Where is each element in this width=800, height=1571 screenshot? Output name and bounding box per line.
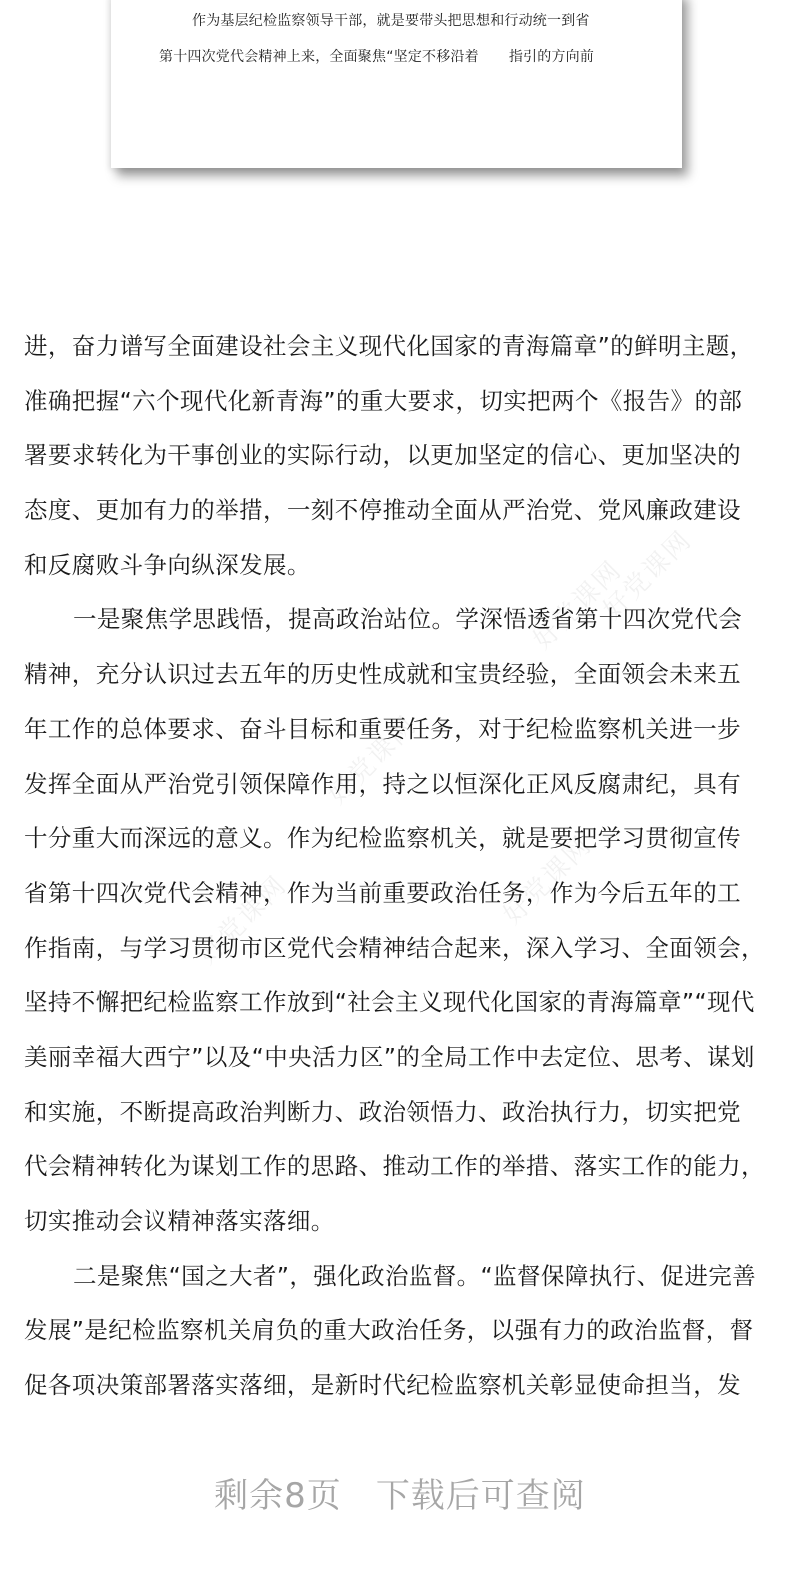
watermark: 好党课网: [497, 830, 598, 931]
remaining-pages-prompt[interactable]: [0, 1468, 800, 1517]
card-text-segment: 第十四次党代会精神上来，全面聚焦“坚定不移沿着: [159, 49, 479, 65]
paragraph-line: 省第十四次党代会精神，作为当前重要政治任务，作为今后五年的工: [24, 878, 741, 907]
paragraph-line: 进，奋力谱写全面建设社会主义现代化国家的青海篇章”的鲜明主题，: [24, 332, 754, 360]
card-text-line: 作为基层纪检监察领导干部，就是要带头把思想和行动统一到省: [192, 13, 590, 29]
document-body: [24, 326, 784, 1420]
paragraph-line: 促各项决策部署落实落细，是新时代纪检监察机关彰显使命担当，发: [24, 1371, 741, 1400]
paragraph-line: 态度、更加有力的举措，一刻不停推动全面从严治党、党风廉政建设: [24, 496, 741, 525]
paragraph-line: 二是聚焦“国之大者”，强化政治监督。“监督保障执行、促进完善: [73, 1261, 757, 1290]
watermark: 好党课网: [322, 710, 423, 811]
paragraph-line: 准确把握“六个现代化新青海”的重大要求，切实把两个《报告》的部: [24, 386, 743, 415]
watermark: 好党课网: [597, 525, 698, 626]
paragraph-line: 十分重大而深远的意义。作为纪检监察机关，就是要把学习贯彻宣传: [24, 824, 741, 853]
watermark: 好党课网: [192, 870, 293, 971]
paragraph-line: 署要求转化为干事创业的实际行动，以更加坚定的信心、更加坚决的: [24, 441, 741, 470]
paragraph-line: 一是聚焦学思践悟，提高政治站位。学深悟透省第十四次党代会: [73, 605, 743, 634]
card-text-line: [159, 46, 594, 66]
paragraph-line: 精神，充分认识过去五年的历史性成就和宝贵经验，全面领会未来五: [24, 660, 741, 689]
paragraph-line: 切实推动会议精神落实落细。: [24, 1207, 335, 1235]
watermark: 好党课网: [527, 555, 628, 656]
card-text-segment: 指引的方向前: [508, 49, 595, 65]
remaining-pages-count[interactable]: 剩余8页: [214, 1476, 342, 1516]
paragraph-line: 和实施，不断提高政治判断力、政治领悟力、政治执行力，切实把党: [24, 1097, 741, 1126]
paragraph-line: 坚持不懈把纪检监察工作放到“社会主义现代化国家的青海篇章”“现代: [24, 988, 755, 1017]
page-preview-card: [111, 0, 682, 168]
paragraph-line: 发展”是纪检监察机关肩负的重大政治任务，以强有力的政治监督，督: [24, 1316, 754, 1345]
paragraph-line: 美丽幸福大西宁”以及“中央活力区”的全局工作中去定位、思考、谋划: [24, 1042, 755, 1071]
paragraph-line: 和反腐败斗争向纵深发展。: [24, 550, 311, 579]
paragraph-line: 年工作的总体要求、奋斗目标和重要任务，对于纪检监察机关进一步: [24, 714, 741, 743]
paragraph-line: 发挥全面从严治党引领保障作用，持之以恒深化正风反腐肃纪，具有: [24, 769, 741, 798]
paragraph-line: 代会精神转化为谋划工作的思路、推动工作的举措、落实工作的能力，: [24, 1152, 765, 1181]
download-to-view-link[interactable]: 下载后可查阅: [375, 1476, 586, 1516]
paragraph-line: 作指南，与学习贯彻市区党代会精神结合起来，深入学习、全面领会，: [24, 933, 765, 962]
